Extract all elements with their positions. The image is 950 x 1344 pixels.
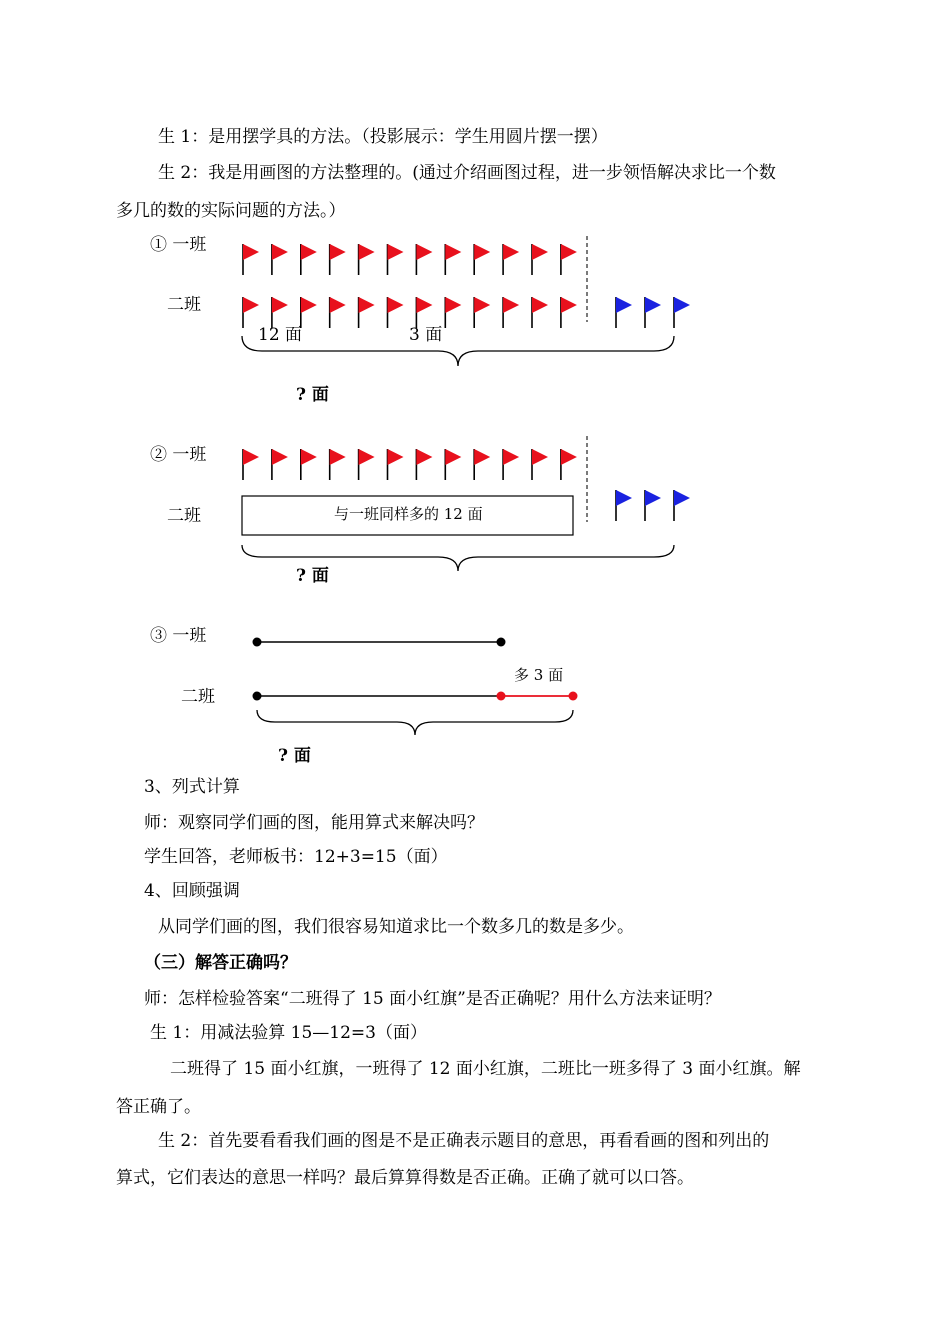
paragraph-student2-line2: 多几的数的实际问题的方法。） bbox=[116, 201, 346, 221]
red-flag-icon bbox=[445, 297, 461, 328]
red-flag-icon bbox=[388, 244, 404, 275]
red-flag-icon bbox=[416, 449, 432, 480]
student1-check: 生 1：用减法验算 15—12=3（面） bbox=[150, 1023, 427, 1043]
section-4-heading: 4、回顾强调 bbox=[144, 881, 240, 901]
d2-class2-blue-flags bbox=[616, 490, 690, 521]
student2-line1: 生 2：首先要看看我们画的图是不是正确表示题目的意思，再看看画的图和列出的 bbox=[158, 1131, 770, 1151]
red-flag-icon bbox=[243, 297, 259, 328]
red-flag-icon bbox=[503, 297, 519, 328]
red-flag-icon bbox=[301, 297, 317, 328]
student2-line2: 算式，它们表达的意思一样吗？最后算算得数是否正确。正确了就可以口答。 bbox=[116, 1168, 694, 1188]
d1-class2-flags bbox=[243, 297, 690, 328]
red-flag-icon bbox=[272, 244, 288, 275]
review-text: 从同学们画的图，我们很容易知道求比一个数多几的数是多少。 bbox=[158, 917, 634, 937]
red-flag-icon bbox=[243, 244, 259, 275]
d3-more-label: 多 3 面 bbox=[514, 666, 564, 684]
red-flag-icon bbox=[330, 297, 346, 328]
red-flag-icon bbox=[561, 244, 577, 275]
red-flag-icon bbox=[301, 449, 317, 480]
blue-flag-icon bbox=[616, 490, 632, 521]
part-3-heading: （三）解答正确吗？ bbox=[144, 953, 297, 973]
d1-brace-mid-label: 3 面 bbox=[409, 325, 443, 345]
red-flag-icon bbox=[532, 244, 548, 275]
d1-class2-label: 二班 bbox=[167, 295, 201, 315]
d1-class1-flags bbox=[243, 244, 577, 275]
blue-flag-icon bbox=[674, 297, 690, 328]
d2-box bbox=[242, 496, 573, 535]
red-flag-icon bbox=[474, 297, 490, 328]
red-flag-icon bbox=[330, 244, 346, 275]
d3-class1-start-dot bbox=[253, 638, 262, 647]
d2-class1-label: ② 一班 bbox=[150, 445, 207, 465]
blue-flag-icon bbox=[674, 490, 690, 521]
student-answer: 学生回答，老师板书：12+3=15（面） bbox=[144, 847, 448, 867]
red-flag-icon bbox=[243, 449, 259, 480]
d1-class1-label: ① 一班 bbox=[150, 235, 207, 255]
red-flag-icon bbox=[388, 449, 404, 480]
red-flag-icon bbox=[561, 297, 577, 328]
d3-class2-end-dot bbox=[569, 692, 578, 701]
red-flag-icon bbox=[532, 297, 548, 328]
red-flag-icon bbox=[503, 449, 519, 480]
red-flag-icon bbox=[416, 244, 432, 275]
d3-class2-start-dot bbox=[253, 692, 262, 701]
d3-class2-mid-dot bbox=[497, 692, 506, 701]
red-flag-icon bbox=[445, 449, 461, 480]
paragraph-student2-line1: 生 2：我是用画图的方法整理的。(通过介绍画图过程，进一步领悟解决求比一个数 bbox=[158, 163, 776, 183]
d2-class1-flags bbox=[243, 449, 577, 480]
d2-class2-label: 二班 bbox=[167, 506, 201, 526]
blue-flag-icon bbox=[616, 297, 632, 328]
red-flag-icon bbox=[330, 449, 346, 480]
red-flag-icon bbox=[445, 244, 461, 275]
d3-class1-label: ③ 一班 bbox=[150, 626, 207, 646]
d3-question-label: ? 面 bbox=[278, 746, 311, 766]
red-flag-icon bbox=[359, 449, 375, 480]
check-question: 师：怎样检验答案“二班得了 15 面小红旗”是否正确呢？用什么方法来证明？ bbox=[144, 989, 721, 1009]
red-flag-icon bbox=[561, 449, 577, 480]
d2-question-label: ? 面 bbox=[296, 566, 329, 586]
red-flag-icon bbox=[532, 449, 548, 480]
red-flag-icon bbox=[272, 297, 288, 328]
paragraph-student1-method: 生 1：是用摆学具的方法。（投影展示：学生用圆片摆一摆） bbox=[158, 127, 608, 147]
d1-question-label: ? 面 bbox=[296, 385, 329, 405]
red-flag-icon bbox=[388, 297, 404, 328]
student1-explain-line1: 二班得了 15 面小红旗，一班得了 12 面小红旗，二班比一班多得了 3 面小红旗。解 bbox=[170, 1059, 801, 1079]
red-flag-icon bbox=[416, 297, 432, 328]
red-flag-icon bbox=[474, 244, 490, 275]
d2-box-text: 与一班同样多的 12 面 bbox=[334, 505, 483, 523]
d3-brace bbox=[257, 710, 573, 735]
d3-class2-label: 二班 bbox=[181, 687, 215, 707]
red-flag-icon bbox=[359, 244, 375, 275]
blue-flag-icon bbox=[645, 297, 661, 328]
red-flag-icon bbox=[272, 449, 288, 480]
d3-class1-end-dot bbox=[497, 638, 506, 647]
red-flag-icon bbox=[503, 244, 519, 275]
student1-explain-line2: 答正确了。 bbox=[116, 1097, 201, 1117]
d2-brace bbox=[242, 545, 674, 571]
d1-brace-left-label: 12 面 bbox=[258, 325, 303, 345]
red-flag-icon bbox=[474, 449, 490, 480]
teacher-question: 师：观察同学们画的图，能用算式来解决吗？ bbox=[144, 813, 484, 833]
d1-brace bbox=[242, 336, 674, 366]
red-flag-icon bbox=[301, 244, 317, 275]
blue-flag-icon bbox=[645, 490, 661, 521]
red-flag-icon bbox=[359, 297, 375, 328]
section-3-heading: 3、列式计算 bbox=[144, 777, 240, 797]
